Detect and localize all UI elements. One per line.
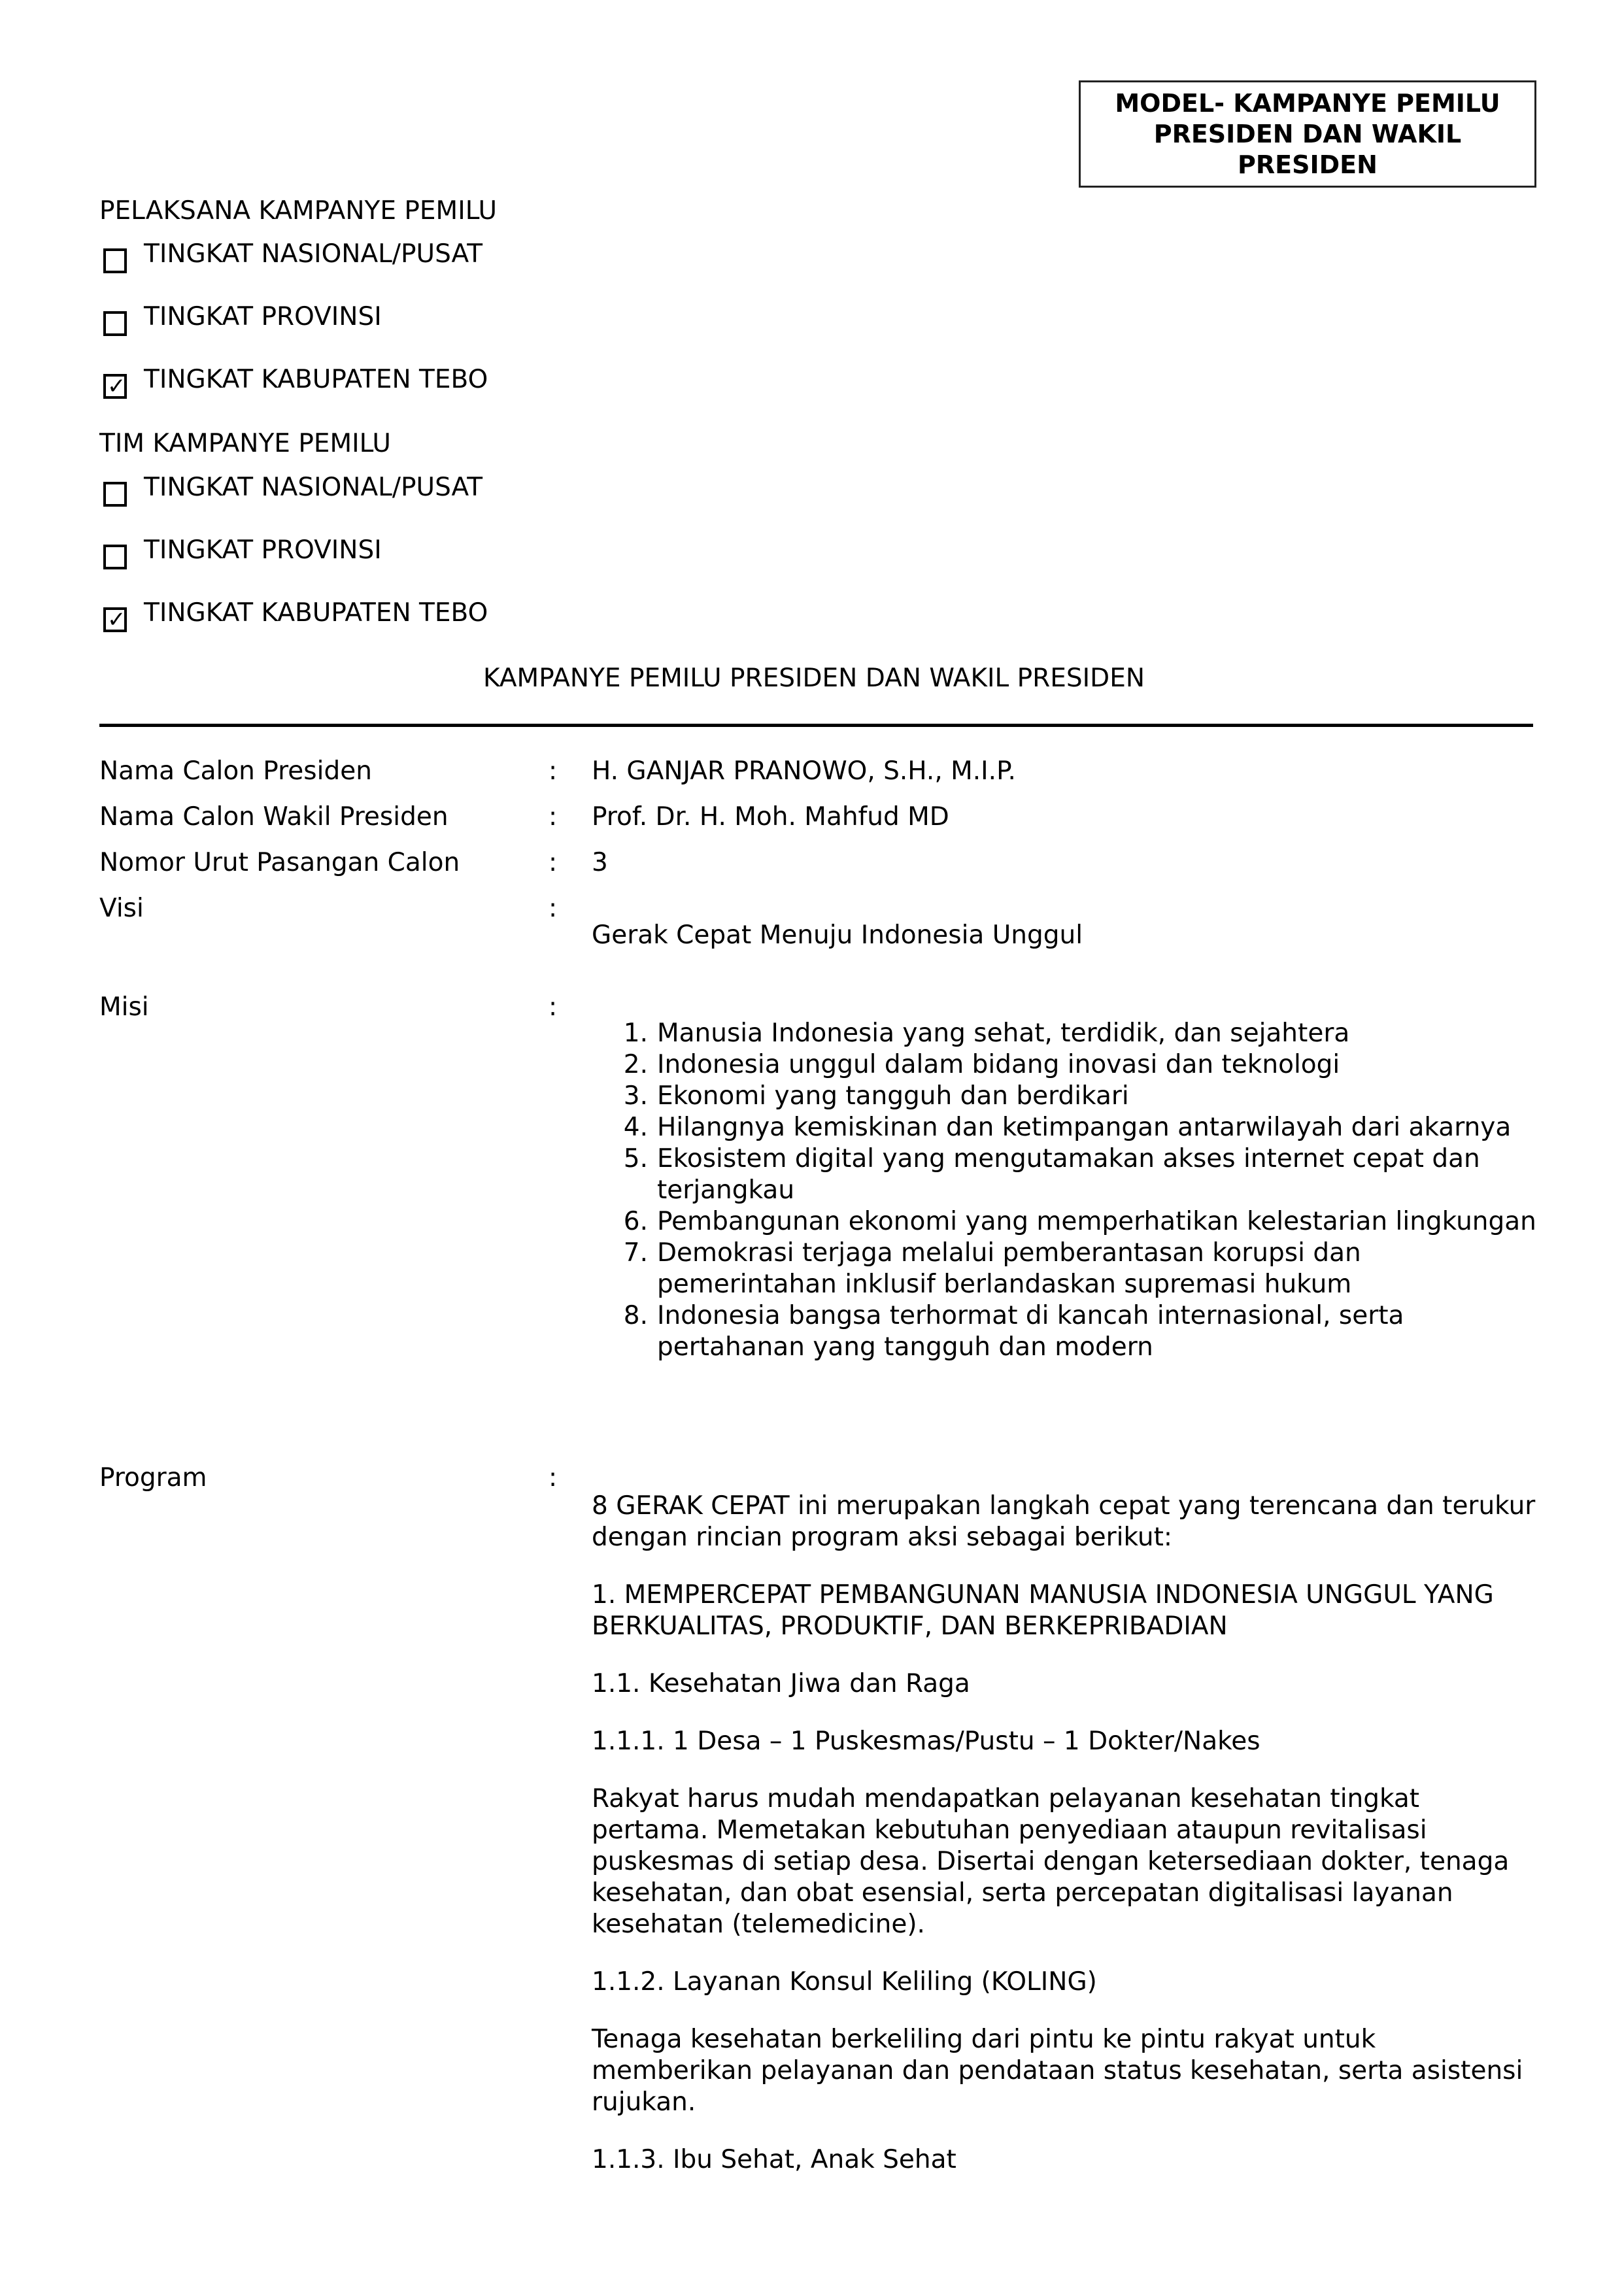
misi-item (592, 1238, 1540, 1300)
misi-text: Indonesia bangsa terhormat di kancah internasional, serta pertahanan yang tangguh dan modern (657, 1301, 1404, 1362)
document-title: KAMPANYE PEMILU PRESIDEN DAN WAKIL PRESIDEN (482, 664, 1145, 693)
program-heading-1-1-3: 1.1.3. Ibu Sehat, Anak Sehat (592, 2145, 956, 2174)
tim-option-nasional[interactable] (103, 473, 482, 507)
field-separator: : (549, 756, 558, 786)
pelaksana-section-title: PELAKSANA KAMPANYE PEMILU (99, 196, 498, 226)
tim-option-provinsi[interactable] (103, 535, 382, 569)
field-label-program: Program (99, 1463, 207, 1493)
option-label: TINGKAT PROVINSI (144, 302, 382, 331)
field-value-presiden: H. GANJAR PRANOWO, S.H., M.I.P. (592, 756, 1016, 786)
misi-text: Indonesia unggul dalam bidang inovasi dan teknologi (657, 1050, 1340, 1079)
misi-item (592, 1081, 1540, 1112)
field-value-wakil: Prof. Dr. H. Moh. Mahfud MD (592, 802, 949, 832)
checkbox-unchecked-icon[interactable] (103, 311, 127, 336)
field-value-nomor: 3 (592, 848, 608, 877)
checkbox-unchecked-icon[interactable] (103, 248, 127, 273)
field-label-nomor: Nomor Urut Pasangan Calon (99, 848, 460, 877)
misi-text: Hilangnya kemiskinan dan ketimpangan antarwilayah dari akarnya (657, 1113, 1512, 1142)
misi-number: 1. (623, 1019, 648, 1048)
program-heading-1-1: 1.1. Kesehatan Jiwa dan Raga (592, 1669, 970, 1698)
pelaksana-option-nasional[interactable] (103, 239, 482, 273)
program-intro: 8 GERAK CEPAT ini merupakan langkah cepat yang terencana dan terukur dengan rincian program aksi sebagai berikut: (592, 1491, 1536, 1552)
checkbox-unchecked-icon[interactable] (103, 482, 127, 507)
program-heading-1-1-1: 1.1.1. 1 Desa – 1 Puskesmas/Pustu – 1 Dokter/Nakes (592, 1727, 1260, 1756)
misi-item (592, 1112, 1540, 1143)
field-label-wakil: Nama Calon Wakil Presiden (99, 802, 448, 832)
field-label-visi: Visi (99, 894, 144, 923)
checkmark-icon: ✓ (107, 607, 126, 633)
title-divider (99, 724, 1533, 727)
misi-list (592, 1018, 1540, 1363)
misi-number: 8. (623, 1301, 648, 1330)
model-label-line: PRESIDEN (1238, 150, 1378, 179)
option-label: TINGKAT NASIONAL/PUSAT (144, 239, 483, 269)
field-label-misi: Misi (99, 992, 149, 1022)
tim-section-title: TIM KAMPANYE PEMILU (99, 429, 391, 458)
misi-item (592, 1049, 1540, 1081)
checkbox-unchecked-icon[interactable] (103, 545, 127, 569)
misi-text: Ekosistem digital yang mengutamakan akses internet cepat dan terjangkau (657, 1144, 1480, 1205)
misi-number: 3. (623, 1081, 648, 1111)
model-label-line: PRESIDEN DAN WAKIL (1153, 119, 1462, 148)
field-separator: : (549, 894, 558, 923)
misi-item (592, 1143, 1540, 1206)
program-heading-1: 1. MEMPERCEPAT PEMBANGUNAN MANUSIA INDONESIA UNGGUL YANG BERKUALITAS, PRODUKTIF, DAN BERKEPRIBADIAN (592, 1580, 1494, 1641)
checkbox-checked-icon[interactable] (103, 607, 127, 632)
option-label: TINGKAT KABUPATEN TEBO (144, 365, 488, 394)
field-separator: : (549, 992, 558, 1022)
misi-number: 6. (623, 1207, 648, 1236)
pelaksana-option-kabupaten[interactable] (103, 365, 488, 399)
checkmark-icon: ✓ (107, 373, 126, 399)
model-label-line: MODEL- KAMPANYE PEMILU (1115, 88, 1500, 118)
pelaksana-option-provinsi[interactable] (103, 302, 382, 336)
misi-item (592, 1300, 1540, 1363)
misi-number: 4. (623, 1113, 648, 1142)
misi-text: Ekonomi yang tangguh dan berdikari (657, 1081, 1129, 1111)
misi-text: Demokrasi terjaga melalui pemberantasan korupsi dan pemerintahan inklusif berlandaskan supremasi hukum (657, 1238, 1361, 1299)
tim-option-kabupaten[interactable] (103, 598, 488, 632)
program-heading-1-1-2: 1.1.2. Layanan Konsul Keliling (KOLING) (592, 1967, 1097, 1997)
program-paragraph: Rakyat harus mudah mendapatkan pelayanan kesehatan tingkat pertama. Memetakan kebutuhan penyediaan ataupun revitalisasi puskesmas di setiap desa. Disertai dengan ketersediaan dokter, tenaga kesehatan, dan obat esensial, serta percepatan digitalisasi layanan kesehatan (telemedicine). (592, 1784, 1510, 1939)
field-separator: : (549, 802, 558, 832)
field-label-presiden: Nama Calon Presiden (99, 756, 372, 786)
misi-number: 2. (623, 1050, 648, 1079)
option-label: TINGKAT KABUPATEN TEBO (144, 598, 488, 628)
misi-text: Pembangunan ekonomi yang memperhatikan kelestarian lingkungan (657, 1207, 1536, 1236)
field-separator: : (549, 1463, 558, 1493)
program-paragraph: Tenaga kesehatan berkeliling dari pintu ke pintu rakyat untuk memberikan pelayanan dan pendataan status kesehatan, serta asistensi rujukan. (592, 2025, 1523, 2117)
option-label: TINGKAT NASIONAL/PUSAT (144, 473, 483, 502)
field-value-visi: Gerak Cepat Menuju Indonesia Unggul (592, 920, 1083, 950)
program-content (592, 1491, 1540, 2202)
form-model-label-box (1079, 80, 1536, 188)
field-separator: : (549, 848, 558, 877)
misi-item (592, 1206, 1540, 1238)
misi-item (592, 1018, 1540, 1049)
misi-text: Manusia Indonesia yang sehat, terdidik, dan sejahtera (657, 1019, 1350, 1048)
misi-number: 7. (623, 1238, 648, 1268)
checkbox-checked-icon[interactable] (103, 374, 127, 399)
option-label: TINGKAT PROVINSI (144, 535, 382, 565)
misi-number: 5. (623, 1144, 648, 1173)
